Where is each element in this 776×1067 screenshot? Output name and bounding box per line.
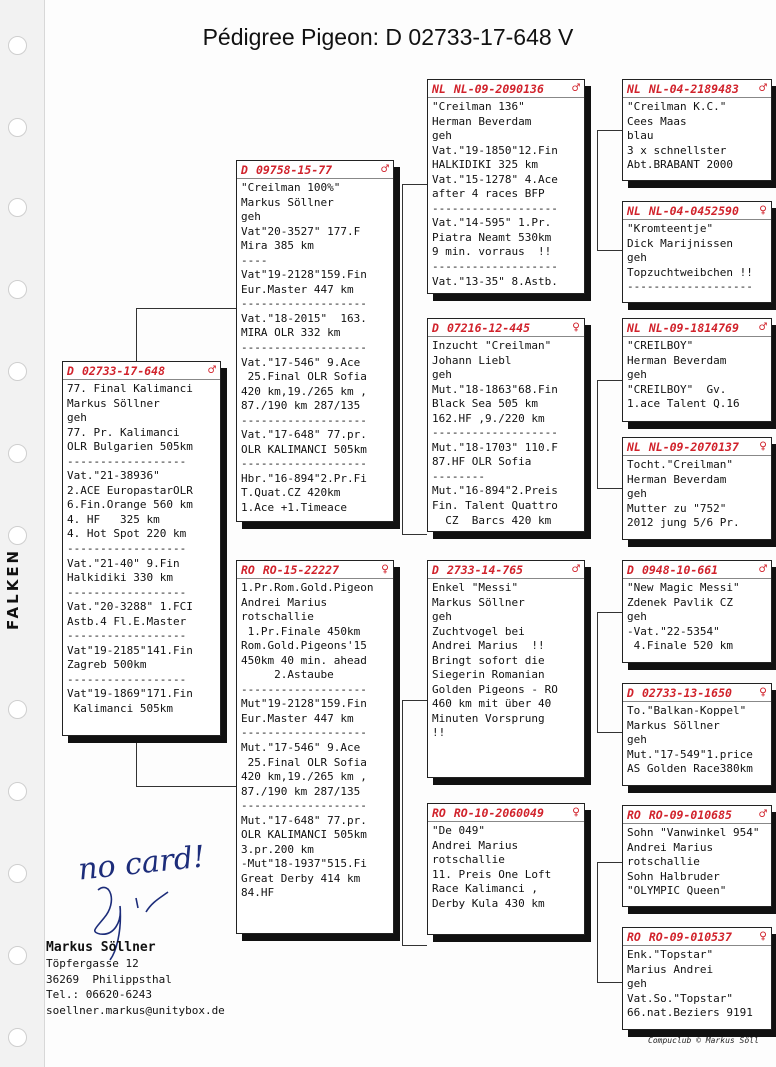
card-line: Fin. Talent Quattro — [432, 499, 558, 513]
card-header — [428, 319, 584, 337]
ring-number: RO-15-22227 — [262, 563, 340, 577]
pigeon-card-sire-dam — [427, 318, 585, 532]
card-line: rotschallie — [432, 853, 505, 867]
punch-hole — [8, 444, 27, 463]
country-code: NL — [627, 440, 641, 454]
card-line: 87./190 km 287/135 — [241, 784, 361, 798]
card-line: geh — [241, 210, 261, 224]
card-line: ------------------ — [67, 542, 187, 556]
connector-line — [136, 308, 238, 309]
handwritten-note: no card! — [76, 839, 207, 888]
card-line: Marius Andrei — [627, 962, 714, 976]
card-line: geh — [432, 368, 452, 382]
card-line: geh — [627, 733, 647, 747]
connector-line — [402, 534, 427, 535]
country-code: D — [67, 364, 74, 378]
card-line: ------------------- — [627, 280, 753, 294]
country-code: D — [627, 686, 634, 700]
punch-hole — [8, 864, 27, 883]
connector-line — [597, 380, 622, 381]
card-line: "Kromteentje" — [627, 222, 714, 235]
card-line: Piatra Neamt 530km — [432, 230, 552, 244]
card-line: Tocht."Creilman" — [627, 458, 733, 471]
connector-line — [597, 982, 622, 983]
page-title: Pédigree Pigeon: D 02733-17-648 V — [202, 24, 574, 50]
country-code: NL — [432, 82, 446, 96]
country-code: D — [432, 563, 439, 577]
male-sex-icon: ♂ — [572, 81, 580, 96]
card-line: ------------------- — [241, 682, 367, 696]
card-line: 25.Final OLR Sofia — [241, 755, 367, 769]
pigeon-card-dsd — [622, 683, 772, 786]
card-line: "CREILBOY" — [627, 339, 694, 352]
card-line: ------------------ — [67, 629, 187, 643]
card-line: CZ Barcs 420 km — [432, 513, 552, 527]
card-line: Vat."21-40" 9.Fin — [67, 556, 180, 570]
card-line: Vat."18-2015" 163. — [241, 311, 367, 325]
card-line: Vat"19-2128"159.Fin — [241, 268, 367, 282]
card-line: Andrei Marius — [432, 838, 519, 852]
card-line: 4. HF 325 km — [67, 512, 160, 526]
card-body — [623, 824, 771, 899]
card-line: -Mut"18-1937"515.Fi — [241, 857, 367, 871]
card-header — [237, 561, 393, 579]
card-line: 87.HF OLR Sofia — [432, 455, 532, 469]
card-line: Markus Söllner — [67, 396, 160, 410]
card-line: 2.Astaube — [241, 668, 334, 682]
owner-email: soellner.markus@unitybox.de — [46, 1003, 225, 1017]
card-line: Vat."20-3288" 1.FCI — [67, 600, 193, 614]
card-line: Hbr."16-894"2.Pr.Fi — [241, 471, 367, 485]
card-line: Herman Beverdam — [627, 353, 727, 367]
punch-hole — [8, 198, 27, 217]
ring-number: NL-04-2189483 — [648, 82, 739, 96]
card-line: Eur.Master 447 km — [241, 711, 354, 725]
country-code: RO — [432, 806, 446, 820]
card-header — [237, 161, 393, 179]
pigeon-card-ddd — [622, 927, 772, 1030]
female-sex-icon: ♀ — [759, 685, 767, 700]
card-line: ------------------- — [241, 413, 367, 427]
male-sex-icon: ♂ — [759, 81, 767, 96]
owner-address — [46, 940, 225, 1018]
connector-line — [136, 738, 137, 786]
card-line: 460 km mit über 40 — [432, 697, 552, 711]
owner-phone: Tel.: 06620-6243 — [46, 988, 152, 1001]
card-line: geh — [627, 610, 647, 624]
card-line: To."Balkan-Koppel" — [627, 704, 747, 717]
connector-line — [597, 250, 622, 251]
country-code: NL — [627, 204, 641, 218]
card-line: "De 049" — [432, 824, 485, 837]
card-line: HALKIDIKI 325 km — [432, 158, 538, 172]
card-line: 420 km,19./265 km , — [241, 770, 367, 784]
card-line: OLR KALIMANCI 505km — [241, 442, 367, 456]
male-sex-icon: ♂ — [759, 807, 767, 822]
card-line: geh — [627, 368, 647, 382]
connector-line — [597, 380, 598, 488]
card-line: Mut."16-894"2.Preis — [432, 484, 558, 498]
card-line: Derby Kula 430 km — [432, 896, 545, 910]
card-line: Race Kalimanci , — [432, 882, 538, 896]
card-line: Halkidiki 330 km — [67, 571, 173, 585]
card-line: geh — [627, 251, 647, 265]
card-body — [428, 822, 584, 911]
card-line: "Creilman 136" — [432, 100, 525, 113]
card-line: ------------------- — [241, 297, 367, 311]
card-line: Zagreb 500km — [67, 658, 147, 672]
punch-hole — [8, 782, 27, 801]
pigeon-card-dam — [236, 560, 394, 934]
card-line: geh — [432, 129, 452, 143]
card-body — [623, 220, 771, 295]
card-line: 77. Final Kalimanci — [67, 382, 193, 395]
card-body — [623, 702, 771, 777]
card-line: Zuchtvogel bei — [432, 624, 525, 638]
card-line: 420 km,19./265 km , — [241, 384, 367, 398]
card-line: Great Derby 414 km — [241, 871, 361, 885]
connector-line — [597, 488, 622, 489]
male-sex-icon: ♂ — [759, 320, 767, 335]
footer-credit: Compuclub © Markus Söll — [648, 1036, 759, 1045]
card-line: 87./190 km 287/135 — [241, 399, 361, 413]
card-line: Mut."17-546" 9.Ace — [241, 741, 361, 755]
country-code: RO — [241, 563, 255, 577]
card-line: Rom.Gold.Pigeons'15 — [241, 639, 367, 653]
pigeon-card-sds — [622, 318, 772, 422]
card-line: 6.Fin.Orange 560 km — [67, 498, 193, 512]
card-line: "CREILBOY" Gv. — [627, 382, 727, 396]
card-body — [623, 579, 771, 654]
binder-margin — [0, 0, 45, 1067]
female-sex-icon: ♀ — [759, 203, 767, 218]
ring-number: RO-09-010537 — [648, 930, 732, 944]
pigeon-card-dds — [622, 805, 772, 907]
country-code: D — [627, 563, 634, 577]
ring-number: 09758-15-77 — [255, 163, 333, 177]
card-line: ------------------- — [241, 726, 367, 740]
card-line: Astb.4 Fl.E.Master — [67, 614, 187, 628]
card-line: 1.ace Talent Q.16 — [627, 397, 740, 411]
card-line: Vat"19-1869"171.Fin — [67, 687, 193, 701]
female-sex-icon: ♀ — [572, 320, 580, 335]
card-line: Markus Söllner — [241, 195, 334, 209]
female-sex-icon: ♀ — [759, 929, 767, 944]
punch-hole — [8, 280, 27, 299]
card-line: Andrei Marius — [241, 595, 328, 609]
card-line: 450km 40 min. ahead — [241, 653, 367, 667]
card-line: 1.Ace +1.Timeace — [241, 501, 347, 515]
card-header — [623, 561, 771, 579]
connector-line — [597, 612, 598, 732]
card-line: rotschallie — [241, 610, 314, 624]
card-line: ------------------- — [432, 260, 558, 274]
card-line: Mut."18-1703" 110.F — [432, 440, 558, 454]
card-line: ---- — [241, 253, 268, 267]
connector-line — [597, 130, 622, 131]
ring-number: 02733-17-648 — [81, 364, 166, 378]
card-line: Markus Söllner — [627, 718, 720, 732]
country-code: NL — [627, 321, 641, 335]
card-line: "OLYMPIC Queen" — [627, 884, 727, 898]
female-sex-icon: ♀ — [572, 805, 580, 820]
card-line: ------------------ — [67, 672, 187, 686]
card-line: Enk."Topstar" — [627, 948, 714, 961]
card-line: Vat"19-2185"141.Fin — [67, 643, 193, 657]
pigeon-card-dss — [622, 560, 772, 663]
card-line: Bringt sofort die — [432, 653, 545, 667]
connector-line — [597, 862, 622, 863]
ring-number: 07216-12-445 — [446, 321, 531, 335]
card-body — [237, 579, 393, 901]
card-header — [623, 202, 771, 220]
card-line: 1.Pr.Rom.Gold.Pigeon — [241, 581, 374, 594]
ring-number: 0948-10-661 — [641, 563, 719, 577]
card-line: Vat."15-1278" 4.Ace — [432, 172, 558, 186]
male-sex-icon: ♂ — [572, 562, 580, 577]
connector-line — [136, 786, 238, 787]
card-line: Mira 385 km — [241, 239, 314, 253]
card-line: blau — [627, 129, 654, 143]
female-sex-icon: ♀ — [759, 439, 767, 454]
card-line: geh — [627, 487, 647, 501]
card-line: 4. Hot Spot 220 km — [67, 527, 187, 541]
pigeon-card-sdd — [622, 437, 772, 540]
connector-line — [402, 184, 427, 185]
card-line: 84.HF — [241, 886, 275, 900]
card-line: OLR KALIMANCI 505km — [241, 828, 367, 842]
card-body — [237, 179, 393, 516]
country-code: D — [241, 163, 248, 177]
punch-hole — [8, 526, 27, 545]
card-body — [623, 337, 771, 412]
card-line: Johann Liebl — [432, 353, 512, 367]
card-line: Siegerin Romanian — [432, 668, 545, 682]
card-line: Topzuchtweibchen !! — [627, 265, 753, 279]
pigeon-card-sire-sire — [427, 79, 585, 294]
punch-hole — [8, 1028, 27, 1047]
ring-number: 02733-13-1650 — [641, 686, 732, 700]
country-code: RO — [627, 808, 641, 822]
card-line: Vat."17-546" 9.Ace — [241, 355, 361, 369]
card-header — [623, 438, 771, 456]
country-code: D — [432, 321, 439, 335]
ring-number: RO-10-2060049 — [453, 806, 544, 820]
card-line: Mut."17-648" 77.pr. — [241, 813, 367, 827]
card-line: Vat."19-1850"12.Fin — [432, 143, 558, 157]
card-header — [623, 806, 771, 824]
card-line: 162.HF ,9./220 km — [432, 411, 545, 425]
card-line: T.Quat.CZ 420km — [241, 486, 341, 500]
card-body — [428, 98, 584, 289]
ring-number: NL-09-1814769 — [648, 321, 739, 335]
ring-number: NL-04-0452590 — [648, 204, 739, 218]
card-line: Inzucht "Creilman" — [432, 339, 552, 352]
card-line: ------------------ — [67, 454, 187, 468]
ring-number: NL-09-2070137 — [648, 440, 739, 454]
card-line: 66.nat.Beziers 9191 — [627, 1006, 753, 1020]
card-line: Dick Marijnissen — [627, 236, 733, 250]
card-line: 3 x schnellster — [627, 143, 727, 157]
pigeon-card-ssd — [622, 201, 772, 303]
card-line: Vat."17-648" 77.pr. — [241, 428, 367, 442]
punch-hole — [8, 118, 27, 137]
card-line: Zdenek Pavlik CZ — [627, 595, 733, 609]
card-body — [63, 380, 220, 717]
connector-line — [597, 732, 622, 733]
card-header — [428, 561, 584, 579]
card-line: Vat."14-595" 1.Pr. — [432, 216, 552, 230]
card-line: rotschallie — [627, 855, 700, 869]
connector-line — [597, 862, 598, 982]
card-line: ------------------- — [241, 799, 367, 813]
card-body — [428, 337, 584, 528]
card-line: Black Sea 505 km — [432, 397, 538, 411]
card-line: Andrei Marius — [627, 840, 714, 854]
card-line: -------- — [432, 469, 485, 483]
card-line: Markus Söllner — [432, 595, 525, 609]
card-line: ------------------- — [241, 457, 367, 471]
card-line: ------------------- — [241, 341, 367, 355]
card-line: 1.Pr.Finale 450km — [241, 624, 361, 638]
pigeon-card-subject — [62, 361, 221, 736]
country-code: NL — [627, 82, 641, 96]
card-line: !! — [432, 726, 446, 740]
card-line: "Creilman 100%" — [241, 181, 341, 194]
card-line: ------------------- — [432, 426, 558, 440]
card-line: ------------------- — [432, 201, 558, 215]
card-line: Herman Beverdam — [627, 472, 727, 486]
card-line: Mut."17-549"1.price — [627, 747, 753, 761]
card-line: Vat."13-35" 8.Astb. — [432, 274, 558, 288]
card-line: 3.pr.200 km — [241, 842, 314, 856]
owner-city: 36269 Philippsthal — [46, 972, 172, 986]
connector-line — [402, 700, 403, 945]
card-header — [623, 928, 771, 946]
male-sex-icon: ♂ — [208, 363, 216, 378]
card-line: "New Magic Messi" — [627, 581, 740, 594]
card-line: 25.Final OLR Sofia — [241, 370, 367, 384]
card-line: Vat"20-3527" 177.F — [241, 224, 361, 238]
card-line: Vat.So."Topstar" — [627, 991, 733, 1005]
ring-number: RO-09-010685 — [648, 808, 732, 822]
card-body — [623, 456, 771, 531]
card-line: OLR Bulgarien 505km — [67, 440, 193, 454]
card-line: Sohn "Vanwinkel 954" — [627, 826, 760, 839]
punch-hole — [8, 946, 27, 965]
card-line: 9 min. vorraus !! — [432, 245, 552, 259]
connector-line — [402, 945, 427, 946]
card-line: Andrei Marius !! — [432, 639, 545, 653]
card-body — [623, 98, 771, 173]
card-line: geh — [627, 977, 647, 991]
card-line: 11. Preis One Loft — [432, 867, 552, 881]
card-line: Minuten Vorsprung — [432, 711, 545, 725]
pigeon-card-dam-dam — [427, 803, 585, 935]
card-line: 2.ACE EuropastarOLR — [67, 483, 193, 497]
binder-label: FALKEN — [4, 547, 22, 630]
connector-line — [597, 612, 622, 613]
card-line: Cees Maas — [627, 114, 687, 128]
card-line: "Creilman K.C." — [627, 100, 727, 113]
card-line: after 4 races BFP — [432, 187, 545, 201]
card-header — [623, 319, 771, 337]
card-line: Herman Beverdam — [432, 114, 532, 128]
card-line: geh — [432, 610, 452, 624]
card-line: ------------------ — [67, 585, 187, 599]
card-line: -Vat."22-5354" — [627, 624, 720, 638]
card-line: Abt.BRABANT 2000 — [627, 158, 733, 172]
connector-line — [402, 700, 427, 701]
card-header — [63, 362, 220, 380]
card-line: Kalimanci 505km — [67, 702, 173, 716]
ring-number: NL-09-2090136 — [453, 82, 544, 96]
card-line: Vat."21-38936" — [67, 469, 160, 483]
card-header — [623, 80, 771, 98]
card-line: 2012 jung 5/6 Pr. — [627, 516, 740, 530]
card-line: MIRA OLR 332 km — [241, 326, 341, 340]
punch-hole — [8, 700, 27, 719]
card-body — [428, 579, 584, 741]
pigeon-card-dam-sire — [427, 560, 585, 778]
female-sex-icon: ♀ — [381, 562, 389, 577]
card-line: 77. Pr. Kalimanci — [67, 425, 180, 439]
card-line: Golden Pigeons - RO — [432, 682, 558, 696]
card-header — [428, 804, 584, 822]
owner-name: Markus Söllner — [46, 940, 156, 955]
owner-street: Töpfergasse 12 — [46, 957, 139, 970]
pigeon-card-sss — [622, 79, 772, 181]
card-line: 4.Finale 520 km — [627, 639, 733, 653]
connector-line — [136, 308, 137, 366]
card-header — [623, 684, 771, 702]
card-line: Enkel "Messi" — [432, 581, 519, 594]
card-line: Eur.Master 447 km — [241, 282, 354, 296]
card-line: Mut"19-2128"159.Fin — [241, 697, 367, 711]
male-sex-icon: ♂ — [759, 562, 767, 577]
card-line: Sohn Halbruder — [627, 869, 720, 883]
card-line: Mut."18-1863"68.Fin — [432, 382, 558, 396]
card-header — [428, 80, 584, 98]
card-line: AS Golden Race380km — [627, 762, 753, 776]
ring-number: 2733-14-765 — [446, 563, 524, 577]
pigeon-card-sire — [236, 160, 394, 522]
punch-hole — [8, 362, 27, 381]
connector-line — [597, 130, 598, 250]
country-code: RO — [627, 930, 641, 944]
card-line: Mutter zu "752" — [627, 501, 727, 515]
male-sex-icon: ♂ — [381, 162, 389, 177]
card-body — [623, 946, 771, 1021]
connector-line — [402, 184, 403, 534]
card-line: geh — [67, 411, 87, 425]
